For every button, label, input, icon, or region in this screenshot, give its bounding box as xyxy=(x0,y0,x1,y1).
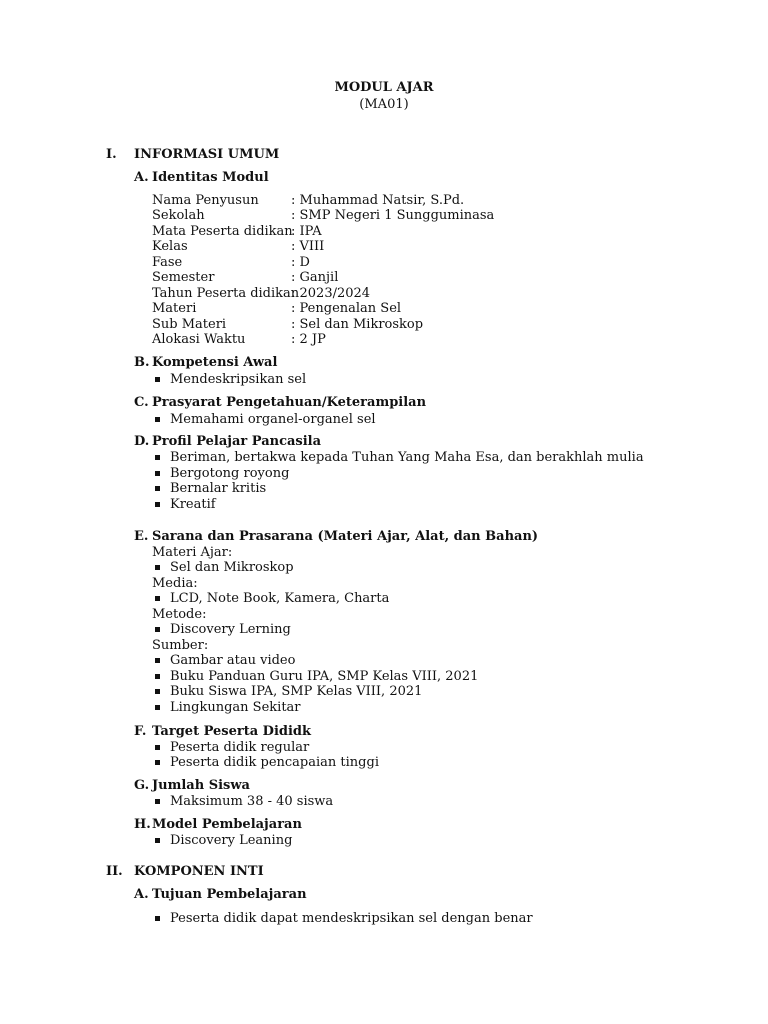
subsection-d-letter: D. xyxy=(134,434,150,449)
subsection-b-letter: B. xyxy=(134,355,150,370)
field-label: Sub Materi xyxy=(152,317,227,332)
bullet-icon xyxy=(155,377,160,382)
subsection-2a-letter: A. xyxy=(134,887,149,902)
bullet-icon xyxy=(155,916,160,921)
sumber-label: Sumber: xyxy=(152,638,209,653)
bullet-icon xyxy=(155,705,160,710)
subsection-f-title: Target Peserta Dididk xyxy=(152,724,312,739)
subsection-e-title: Sarana dan Prasarana (Materi Ajar, Alat, dan Bahan) xyxy=(152,529,539,544)
section-1-title: INFORMASI UMUM xyxy=(134,147,280,162)
field-label: Kelas xyxy=(152,239,188,254)
section-2-title: KOMPONEN INTI xyxy=(134,864,264,879)
subsection-a-title: Identitas Modul xyxy=(152,170,269,185)
field-label: Sekolah xyxy=(152,208,205,223)
subsection-a-letter: A. xyxy=(134,170,149,185)
bullet-icon xyxy=(155,455,160,460)
field-label: Alokasi Waktu xyxy=(152,332,246,347)
list-item: Sel dan Mikroskop xyxy=(170,560,294,575)
bullet-icon xyxy=(155,486,160,491)
list-item: Peserta didik pencapaian tinggi xyxy=(170,755,379,770)
bullet-icon xyxy=(155,502,160,507)
field-label: Nama Penyusun xyxy=(152,193,259,208)
bullet-icon xyxy=(155,689,160,694)
list-item: Lingkungan Sekitar xyxy=(170,700,301,715)
document-title: MODUL AJAR xyxy=(334,80,434,95)
field-value: : VIII xyxy=(291,239,325,254)
list-item: Maksimum 38 - 40 siswa xyxy=(170,794,334,809)
subsection-h-letter: H. xyxy=(134,817,151,832)
materi-label: Materi Ajar: xyxy=(152,545,233,560)
field-value: : Muhammad Natsir, S.Pd. xyxy=(291,193,465,208)
list-item: Discovery Lerning xyxy=(170,622,291,637)
metode-label: Metode: xyxy=(152,607,207,622)
bullet-icon xyxy=(155,417,160,422)
bullet-icon xyxy=(155,565,160,570)
list-item: Kreatif xyxy=(170,497,216,512)
field-label: Materi xyxy=(152,301,197,316)
bullet-icon xyxy=(155,745,160,750)
list-item: Memahami organel-organel sel xyxy=(170,412,376,427)
subsection-b-title: Kompetensi Awal xyxy=(152,355,278,370)
bullet-icon xyxy=(155,596,160,601)
subsection-d-title: Profil Pelajar Pancasila xyxy=(152,434,322,449)
field-value: : SMP Negeri 1 Sungguminasa xyxy=(291,208,495,223)
subsection-f-letter: F. xyxy=(134,724,147,739)
subsection-h-title: Model Pembelajaran xyxy=(152,817,302,832)
subsection-g-letter: G. xyxy=(134,778,150,793)
subsection-c-title: Prasyarat Pengetahuan/Keterampilan xyxy=(152,395,427,410)
field-label: Tahun Peserta didikan xyxy=(152,286,300,301)
list-item: Peserta didik dapat mendeskripsikan sel dengan benar xyxy=(170,911,533,926)
bullet-icon xyxy=(155,799,160,804)
list-item: Buku Siswa IPA, SMP Kelas VIII, 2021 xyxy=(170,684,423,699)
field-label: Mata Peserta didikan xyxy=(152,224,293,239)
subsection-2a-title: Tujuan Pembelajaran xyxy=(152,887,307,902)
bullet-icon xyxy=(155,471,160,476)
subsection-g-title: Jumlah Siswa xyxy=(152,778,250,793)
subsection-e-letter: E. xyxy=(134,529,149,544)
list-item: Bernalar kritis xyxy=(170,481,267,496)
media-label: Media: xyxy=(152,576,198,591)
field-label: Semester xyxy=(152,270,215,285)
subsection-c-letter: C. xyxy=(134,395,149,410)
document-code: (MA01) xyxy=(359,97,409,112)
list-item: Bergotong royong xyxy=(170,466,290,481)
bullet-icon xyxy=(155,838,160,843)
list-item: Gambar atau video xyxy=(170,653,296,668)
list-item: Mendeskripsikan sel xyxy=(170,372,307,387)
field-value: : IPA xyxy=(291,224,322,239)
section-1-number: I. xyxy=(106,147,117,162)
field-value: : D xyxy=(291,255,310,270)
list-item: Beriman, bertakwa kepada Tuhan Yang Maha Esa, dan berakhlah mulia xyxy=(170,450,644,465)
list-item: LCD, Note Book, Kamera, Charta xyxy=(170,591,390,606)
list-item: Discovery Leaning xyxy=(170,833,293,848)
field-value: : 2 JP xyxy=(291,332,326,347)
field-value: : Sel dan Mikroskop xyxy=(291,317,424,332)
field-value: : 2023/2024 xyxy=(291,286,371,301)
bullet-icon xyxy=(155,658,160,663)
field-value: : Ganjil xyxy=(291,270,339,285)
bullet-icon xyxy=(155,760,160,765)
bullet-icon xyxy=(155,627,160,632)
list-item: Peserta didik regular xyxy=(170,740,310,755)
bullet-icon xyxy=(155,674,160,679)
section-2-number: II. xyxy=(106,864,123,879)
list-item: Buku Panduan Guru IPA, SMP Kelas VIII, 2021 xyxy=(170,669,479,684)
field-value: : Pengenalan Sel xyxy=(291,301,402,316)
field-label: Fase xyxy=(152,255,183,270)
